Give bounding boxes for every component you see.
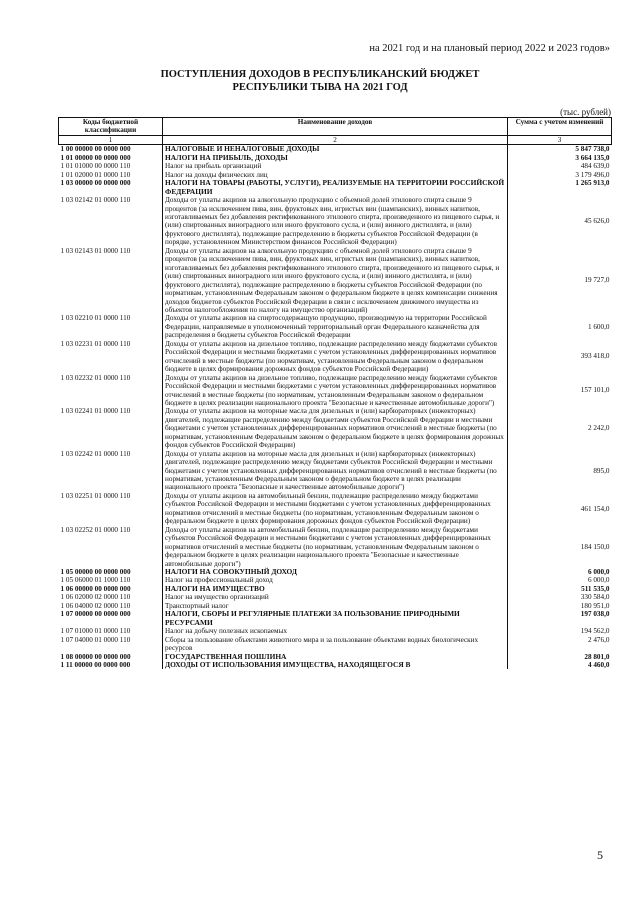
- column-number-row: [59, 135, 612, 144]
- row-name: Налог на имущество организаций: [163, 593, 508, 601]
- row-name: Доходы от уплаты акцизов на алкогольную продукцию с объемной долей этилового спирта свыше 9 процентов (за исключением пива, вин, фруктовых вин, игристых вин (шампанских), винных напитков, изготавливаемых без добавления ректификованного этилового спирта, произведенного из пищевого сырья, и (или) спиртованных виноградного или иного фруктового сусла, и (или) винного дистиллята, и (или) фруктового дистиллята), подлежащие распределению в бюджеты субъектов Российской Федерации (по нормативам, установленным Федеральным законом о федеральном бюджете в целях компенсации снижения доходов бюджетов субъектов Российской Федерации в связи с исключением движимого имущества из объектов налогообложения по налогу на имущество организаций): [163, 247, 508, 315]
- page-number: 5: [597, 848, 603, 862]
- column-number-1: 1: [59, 135, 163, 144]
- row-code: 1 03 02232 01 0000 110: [60, 373, 131, 382]
- row-name: НАЛОГИ, СБОРЫ И РЕГУЛЯРНЫЕ ПЛАТЕЖИ ЗА ПОЛЬЗОВАНИЕ ПРИРОДНЫМИ РЕСУРСАМИ: [163, 610, 508, 627]
- row-name: Доходы от уплаты акцизов на моторные масла для дизельных и (или) карбюраторных (инжекторных) двигателей, подлежащие распределению между бюджетами субъектов Российской Федерации и местными бюджетами с учетом установленных дифференцированных нормативов отчислений в местные бюджеты (по нормативам, установленным Федеральным законом о федеральном бюджете в целях формирования дорожных фондов субъектов Российской Федерации): [163, 407, 508, 449]
- table-row: [59, 374, 612, 408]
- table-row: [59, 627, 612, 635]
- row-sum: 5 847 738,0: [575, 145, 610, 154]
- table-row: [59, 568, 612, 576]
- row-name: Транспортный налог: [163, 602, 508, 610]
- table-row: [59, 576, 612, 584]
- row-code: 1 03 02242 01 0000 110: [60, 449, 131, 458]
- row-sum: 194 562,0: [580, 627, 610, 636]
- table-row: [59, 636, 612, 653]
- row-sum: 1 600,0: [587, 322, 610, 331]
- row-code: 1 08 00000 00 0000 000: [60, 652, 131, 661]
- row-name: Доходы от уплаты акцизов на дизельное топливо, подлежащие распределению между бюджетами субъектов Российской Федерации и местными бюджетами с учетом установленных дифференцированных нормативов отчислений в местные бюджеты (по нормативам, установленным Федеральным законом о федеральном бюджете в целях формирования дорожных фондов субъектов Российской Федерации): [163, 340, 508, 374]
- row-name: Доходы от уплаты акцизов на спиртосодержащую продукцию, производимую на территории Российской Федерации, направляемые в уполномоченный территориальный орган Федерального казначейства для распределения в бюджеты субъектов Российской Федерации: [163, 314, 508, 339]
- title-line-2: РЕСПУБЛИКИ ТЫВА НА 2021 ГОД: [232, 81, 408, 93]
- row-code: 1 03 02210 01 0000 110: [60, 314, 131, 323]
- row-code: 1 03 02143 01 0000 110: [60, 246, 131, 255]
- row-name: Налог на добычу полезных ископаемых: [163, 627, 508, 635]
- row-sum: 197 038,0: [580, 610, 610, 619]
- row-name: Доходы от уплаты акцизов на моторные масла для дизельных и (или) карбюраторных (инжекторных) двигателей, подлежащие распределению между бюджетами субъектов Российской Федерации и местными бюджетами с учетом установленных дифференцированных нормативов отчислений в местные бюджеты (по нормативам, установленным Федеральным законом о федеральном бюджете в целях реализации национального проекта "Безопасные и качественные автомобильные дороги"): [163, 450, 508, 492]
- table-row: [59, 407, 612, 449]
- table-row: [59, 154, 612, 162]
- row-sum: 484 639,0: [580, 162, 610, 171]
- row-sum: 2 242,0: [587, 424, 610, 433]
- table-body: [59, 145, 612, 670]
- row-sum: 511 535,0: [581, 584, 610, 593]
- row-name: НАЛОГИ НА ПРИБЫЛЬ, ДОХОДЫ: [163, 154, 508, 162]
- row-sum: 6 000,0: [587, 568, 610, 577]
- table-row: [59, 593, 612, 601]
- row-name: Доходы от уплаты акцизов на дизельное топливо, подлежащие распределению между бюджетами субъектов Российской Федерации и местными бюджетами с учетом установленных дифференцированных нормативов отчислений в местные бюджеты (по нормативам, установленным Федеральным законом о федеральном бюджете в целях реализации национального проекта "Безопасные и качественные автомобильные дороги"): [163, 374, 508, 408]
- row-sum: 1 265 913,0: [575, 179, 610, 188]
- table-row: [59, 145, 612, 154]
- column-header-sum: Сумма с учетом изменений: [508, 118, 612, 136]
- row-code: 1 03 02142 01 0000 110: [60, 196, 131, 205]
- table-row: [59, 450, 612, 492]
- row-code: 1 07 01000 01 0000 110: [60, 627, 131, 636]
- row-code: 1 05 06000 01 1000 110: [60, 576, 131, 585]
- row-name: Доходы от уплаты акцизов на автомобильный бензин, подлежащие распределению между бюджетами субъектов Российской Федерации и местными бюджетами с учетом установленных дифференцированных нормативов отчислений в местные бюджеты (по нормативам, установленным Федеральным законом о федеральном бюджете в целях формирования дорожных фондов субъектов Российской Федерации): [163, 492, 508, 526]
- row-code: 1 03 02251 01 0000 110: [60, 491, 131, 500]
- row-name: НАЛОГИ НА ИМУЩЕСТВО: [163, 585, 508, 593]
- row-code: 1 05 00000 00 0000 000: [60, 568, 131, 577]
- row-sum: 3 179 496,0: [575, 170, 610, 179]
- document-subtitle-note: на 2021 год и на плановый период 2022 и 2023 годов»: [369, 43, 610, 54]
- table-row: [59, 162, 612, 170]
- row-code: 1 07 00000 00 0000 000: [60, 610, 131, 619]
- row-name: Налог на доходы физических лиц: [163, 171, 508, 179]
- table-row: [59, 314, 612, 339]
- row-name: НАЛОГОВЫЕ И НЕНАЛОГОВЫЕ ДОХОДЫ: [163, 145, 508, 154]
- row-sum: 2 476,0: [587, 635, 610, 644]
- row-name: Сборы за пользование объектами животного мира и за пользование объектами водных биологических ресурсов: [163, 636, 508, 653]
- row-name: Налог на прибыль организаций: [163, 162, 508, 170]
- row-sum: 157 101,0: [580, 386, 610, 395]
- row-sum: 895,0: [593, 466, 610, 475]
- table-row: [59, 585, 612, 593]
- row-code: 1 06 02000 02 0000 110: [60, 593, 131, 602]
- units-label: (тыс. рублей): [560, 107, 611, 117]
- row-sum: 330 584,0: [580, 593, 610, 602]
- table-row: [59, 196, 612, 247]
- row-name: НАЛОГИ НА СОВОКУПНЫЙ ДОХОД: [163, 568, 508, 576]
- row-name: Доходы от уплаты акцизов на автомобильный бензин, подлежащие распределению между бюджетами субъектов Российской Федерации и местными бюджетами с учетом установленных дифференцированных нормативов отчислений в местные бюджеты (по нормативам, установленным Федеральным законом о федеральном бюджете в целях реализации национального проекта "Безопасные и качественные автомобильные дороги"): [163, 526, 508, 568]
- row-sum: 180 951,0: [580, 601, 610, 610]
- row-name: ГОСУДАРСТВЕННАЯ ПОШЛИНА: [163, 653, 508, 661]
- document-title: [60, 69, 580, 94]
- row-sum: 184 150,0: [580, 542, 610, 551]
- row-code: 1 06 04000 02 0000 110: [60, 601, 131, 610]
- row-name: НАЛОГИ НА ТОВАРЫ (РАБОТЫ, УСЛУГИ), РЕАЛИЗУЕМЫЕ НА ТЕРРИТОРИИ РОССИЙСКОЙ ФЕДЕРАЦИИ: [163, 179, 508, 196]
- row-code: 1 01 02000 01 0000 110: [60, 170, 131, 179]
- row-code: 1 03 02241 01 0000 110: [60, 407, 131, 416]
- row-sum: 3 664 135,0: [575, 153, 610, 162]
- column-header-name: Наименование доходов: [163, 118, 508, 136]
- row-code: 1 00 00000 00 0000 000: [60, 145, 131, 154]
- row-sum: 461 154,0: [580, 504, 610, 513]
- row-sum: 4 460,0: [587, 661, 610, 669]
- row-code: 1 07 04000 01 0000 110: [60, 635, 131, 644]
- revenue-table: [58, 117, 612, 669]
- row-sum: 28 801,0: [584, 652, 610, 661]
- table-row: [59, 247, 612, 315]
- row-code: 1 01 00000 00 0000 000: [60, 153, 131, 162]
- column-number-3: 3: [508, 135, 612, 144]
- row-sum: 45 626,0: [584, 217, 610, 226]
- column-number-2: 2: [163, 135, 508, 144]
- row-code: 1 11 00000 00 0000 000: [60, 661, 131, 669]
- title-line-1: ПОСТУПЛЕНИЯ ДОХОДОВ В РЕСПУБЛИКАНСКИЙ БЮДЖЕТ: [160, 69, 480, 80]
- table-row: [59, 340, 612, 374]
- table-header-row: [59, 118, 612, 136]
- row-name: Налог на профессиональный доход: [163, 576, 508, 584]
- row-code: 1 06 00000 00 0000 000: [60, 584, 131, 593]
- row-code: 1 03 00000 00 0000 000: [60, 179, 131, 188]
- row-code: 1 01 01000 00 0000 110: [60, 162, 131, 171]
- row-code: 1 03 02252 01 0000 110: [60, 525, 131, 534]
- row-sum: 6 000,0: [587, 576, 610, 585]
- row-name: ДОХОДЫ ОТ ИСПОЛЬЗОВАНИЯ ИМУЩЕСТВА, НАХОДЯЩЕГОСЯ В: [163, 661, 508, 669]
- row-sum: 393 418,0: [580, 352, 610, 361]
- table-row: [59, 492, 612, 526]
- table-row: [59, 526, 612, 568]
- table-row: [59, 179, 612, 196]
- row-code: 1 03 02231 01 0000 110: [60, 339, 131, 348]
- column-header-codes: Коды бюджетной классификации: [59, 118, 163, 136]
- table-row: [59, 610, 612, 627]
- row-sum: 19 727,0: [584, 276, 610, 285]
- table-row: [59, 661, 612, 669]
- row-name: Доходы от уплаты акцизов на алкогольную продукцию с объемной долей этилового спирта свыше 9 процентов (за исключением пива, вин, фруктовых вин, игристых вин (шампанских), винных напитков, изготавливаемых без добавления ректификованного этилового спирта, произведенного из пищевого сырья, и (или) спиртованных виноградного или иного фруктового сусла, и (или) винного дистиллята, и (или) фруктового дистиллята), подлежащие распределению в бюджеты субъектов Российской Федерации (в порядке, установленном Министерством финансов Российской Федерации): [163, 196, 508, 247]
